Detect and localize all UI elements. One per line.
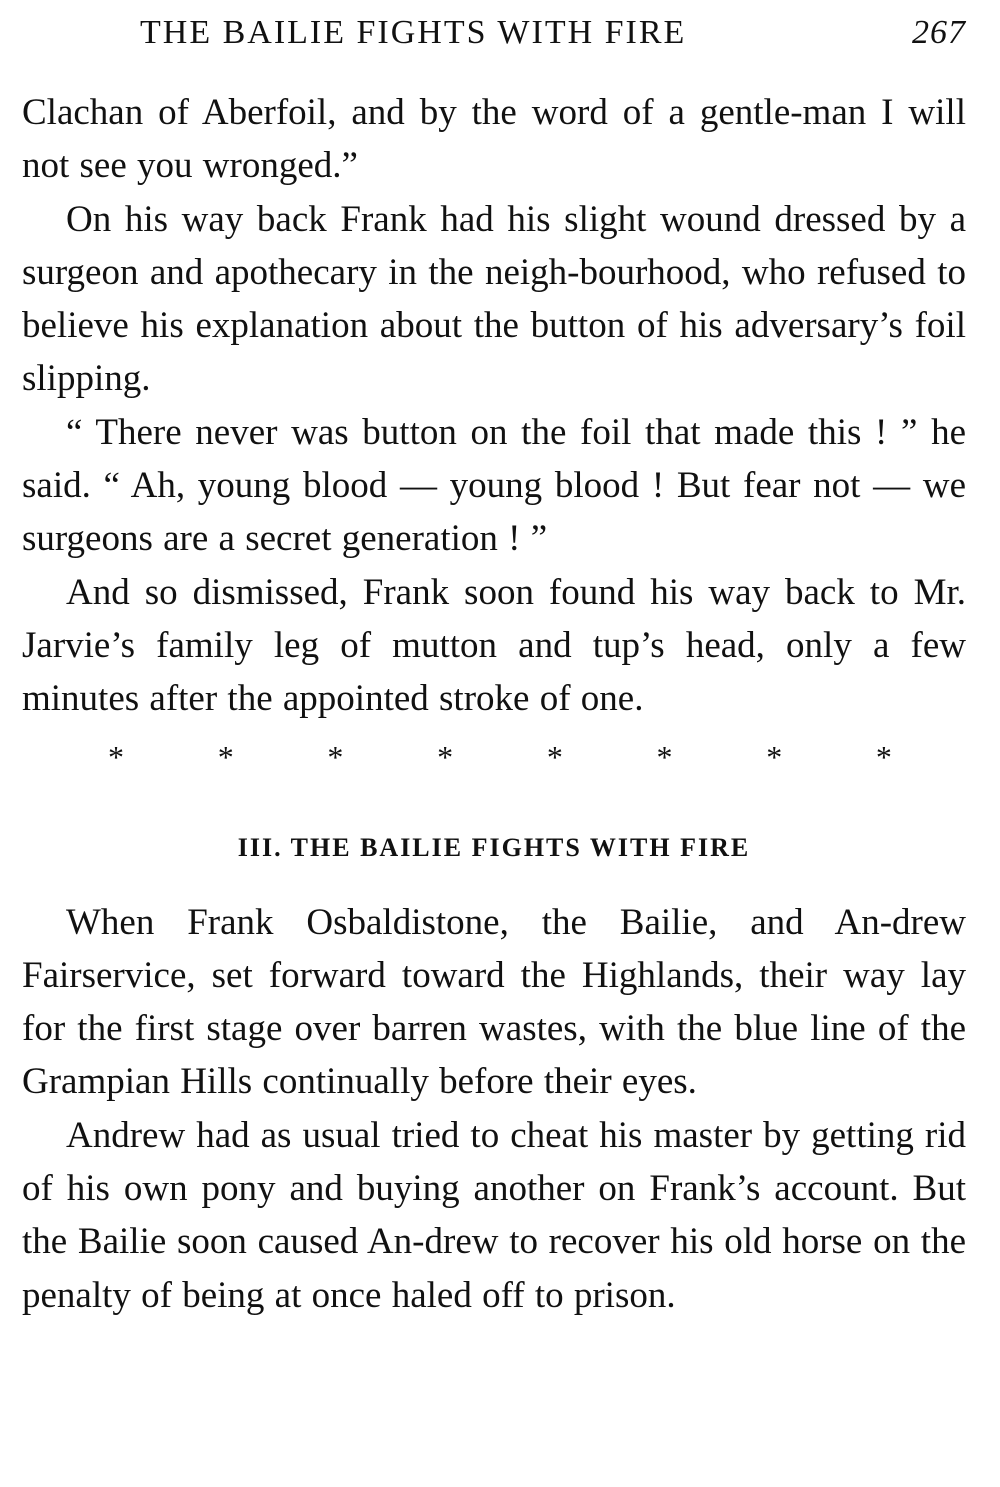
book-page	[22, 0, 966, 1322]
asterisk: *	[108, 738, 124, 775]
paragraph-surgeon: On his way back Frank had his slight wound dressed by a surgeon and apothecary in the neigh-bourhood, who refused to believe his explanation about the button of his adversary’s foil slipping.	[22, 198, 966, 400]
page-number: 267	[912, 14, 966, 51]
running-title: THE BAILIE FIGHTS WITH FIRE	[140, 14, 687, 51]
section-separator	[22, 734, 966, 780]
paragraph-dialogue: “ There never was button on the foil that made this ! ” he said. “ Ah, young blood — young blood ! But fear not — we surgeons are a secret generation ! ”	[22, 411, 966, 560]
asterisk: *	[875, 738, 892, 775]
running-header	[22, 0, 966, 70]
asterisk: *	[437, 738, 454, 775]
section-body	[22, 896, 966, 1322]
asterisk: *	[656, 738, 673, 775]
asterisk: *	[327, 738, 344, 775]
asterisk: *	[217, 738, 234, 775]
section-heading: III. THE BAILIE FIGHTS WITH FIRE	[237, 832, 751, 862]
body-text	[22, 86, 966, 726]
asterisk: *	[766, 738, 783, 775]
paragraph-andrew: Andrew had as usual tried to cheat his master by getting rid of his own pony and buying another on Frank’s account. But the Bailie soon caused An-drew to recover his old horse on the penalty of being at once haled off to prison.	[22, 1114, 966, 1316]
paragraph-highlands: When Frank Osbaldistone, the Bailie, and An-drew Fairservice, set forward toward the Highlands, their way lay for the first stage over barren wastes, with the blue line of the Grampian Hills continually before their eyes.	[22, 901, 966, 1103]
paragraph-continued: Clachan of Aberfoil, and by the word of a gentle-man I will not see you wronged.”	[22, 92, 966, 187]
paragraph-dismissed: And so dismissed, Frank soon found his way back to Mr. Jarvie’s family leg of mutton and tup’s head, only a few minutes after the appointed stroke of one.	[22, 571, 966, 720]
asterisk: *	[546, 738, 563, 775]
